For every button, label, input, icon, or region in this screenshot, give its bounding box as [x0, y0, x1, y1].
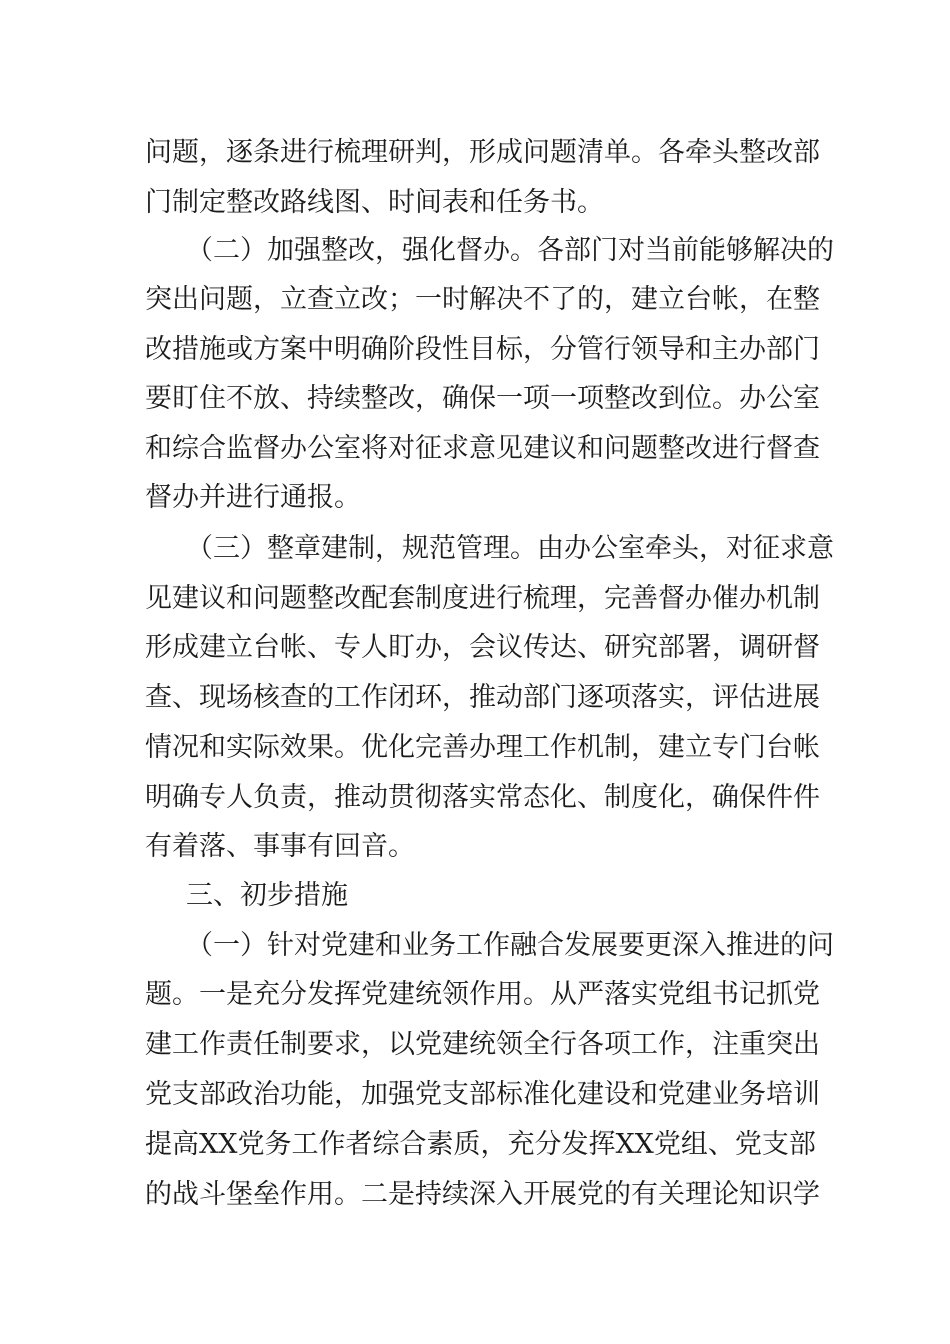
text-line: 见建议和问题整改配套制度进行梳理，完善督办催办机制 — [145, 583, 820, 614]
text-line: 建工作责任制要求，以党建统领全行各项工作，注重突出 — [145, 1029, 820, 1060]
text-line: 改措施或方案中明确阶段性目标，分管行领导和主办部门 — [145, 334, 820, 365]
text-line: 题。一是充分发挥党建统领作用。从严落实党组书记抓党 — [145, 979, 820, 1010]
text-line: 提高XX党务工作者综合素质，充分发挥XX党组、党支部 — [145, 1129, 816, 1160]
text-line: 要盯住不放、持续整改，确保一项一项整改到位。办公室 — [145, 383, 820, 414]
text-line: 情况和实际效果。优化完善办理工作机制，建立专门台帐 — [145, 732, 820, 763]
text-line: 突出问题，立查立改；一时解决不了的，建立台帐，在整 — [145, 284, 820, 315]
text-line: 有着落、事事有回音。 — [145, 831, 415, 862]
text-line: （二）加强整改，强化督办。各部门对当前能够解决的 — [186, 235, 834, 266]
text-line: 形成建立台帐、专人盯办，会议传达、研究部署，调研督 — [145, 632, 820, 663]
text-line: （一）针对党建和业务工作融合发展要更深入推进的问 — [186, 930, 834, 961]
text-line: 和综合监督办公室将对征求意见建议和问题整改进行督查 — [145, 433, 820, 464]
text-line: 督办并进行通报。 — [145, 482, 361, 513]
text-line: （三）整章建制，规范管理。由办公室牵头，对征求意 — [186, 533, 834, 564]
text-line: 问题，逐条进行梳理研判，形成问题清单。各牵头整改部 — [145, 137, 820, 168]
text-line: 查、现场核查的工作闭环，推动部门逐项落实，评估进展 — [145, 682, 820, 713]
text-line: 的战斗堡垒作用。二是持续深入开展党的有关理论知识学 — [145, 1179, 820, 1210]
text-line: 党支部政治功能，加强党支部标准化建设和党建业务培训 — [145, 1079, 820, 1110]
text-line: 门制定整改路线图、时间表和任务书。 — [145, 187, 604, 218]
text-line: 明确专人负责，推动贯彻落实常态化、制度化，确保件件 — [145, 782, 820, 813]
section-heading: 三、初步措施 — [186, 880, 348, 911]
